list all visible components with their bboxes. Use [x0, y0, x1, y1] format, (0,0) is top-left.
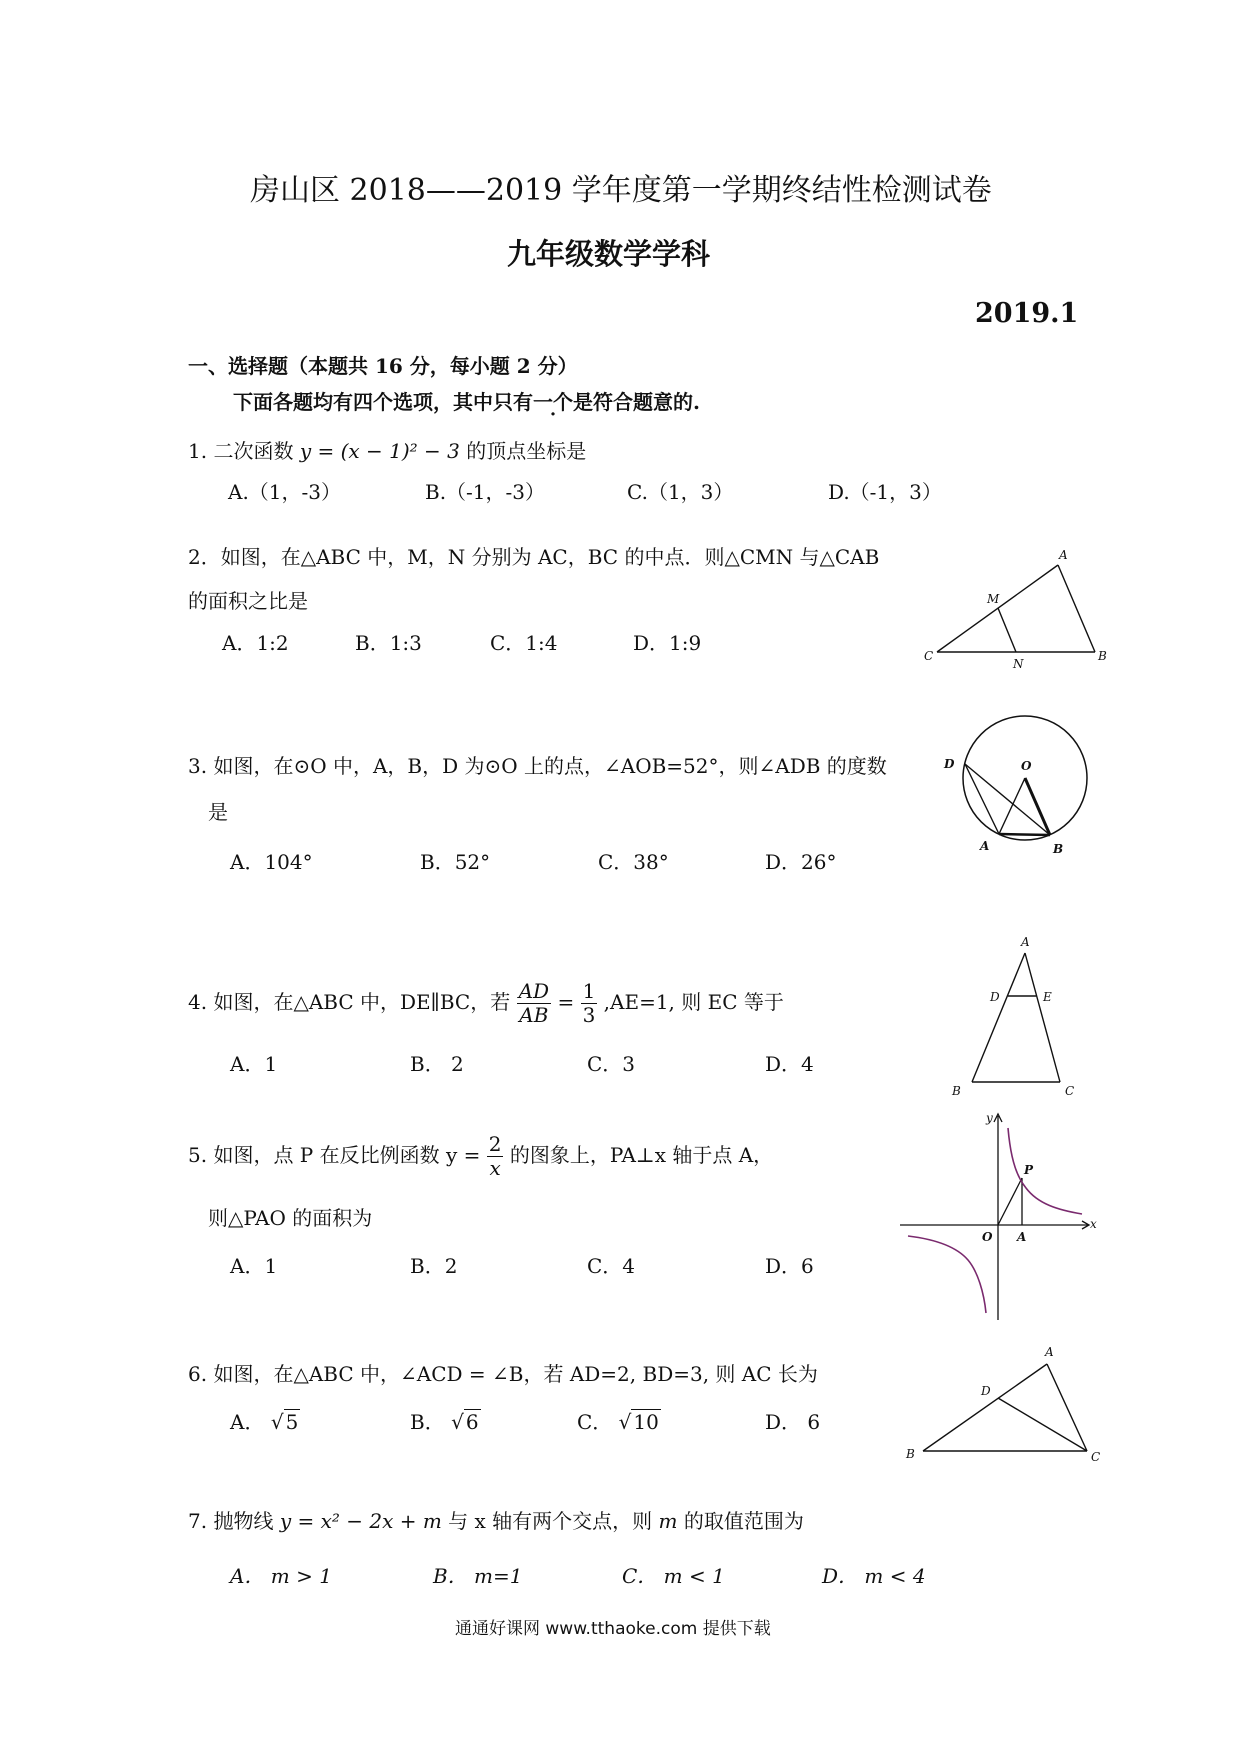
q4-frac2-den: 3	[582, 1003, 596, 1027]
q3-radius-oa	[999, 778, 1025, 834]
instruction-pre: 下面各题均有四个选项，其中只有	[233, 390, 533, 414]
q5-label-x: x	[1090, 1217, 1097, 1231]
q5-curve-q3	[908, 1236, 986, 1313]
q5-stem-a: 5. 如图，点 P 在反比例函数 y =	[188, 1143, 481, 1167]
q4-figure	[945, 933, 1095, 1103]
q4-side-ac	[1025, 953, 1060, 1082]
q2-figure	[920, 545, 1120, 670]
q1-option-c: C.（1，3）	[627, 480, 734, 504]
q6-label-a: A	[1045, 1345, 1054, 1359]
q5-option-a: A．1	[230, 1254, 278, 1278]
q6-label-c: C	[1091, 1450, 1101, 1464]
q7-stem-b: 与 x 轴有两个交点，则	[448, 1509, 653, 1533]
q1-option-b: B.（-1，-3）	[425, 480, 546, 504]
q6-option-c-radicand: 10	[633, 1410, 659, 1434]
q5-label-o: O	[982, 1230, 993, 1244]
q6-option-c	[577, 1406, 661, 1435]
q2-stem-line1: 2．如图，在△ABC 中，M，N 分别为 AC，BC 的中点．则△CMN 与△CAB	[188, 545, 880, 569]
q5-segment-op	[998, 1178, 1022, 1225]
q5-stem-line2: 则△PAO 的面积为	[208, 1206, 373, 1230]
q4-frac-num: AD	[518, 979, 550, 1003]
q4-side-ab	[972, 953, 1025, 1082]
q1-option-a: A.（1，-3）	[228, 480, 342, 504]
q5-option-b: B．2	[410, 1254, 458, 1278]
q7-stem	[188, 1505, 804, 1534]
exam-subtitle: 九年级数学学科	[507, 237, 711, 271]
q6-option-a-sqrt: √ 5	[270, 1410, 299, 1434]
section-heading: 一、选择题（本题共 16 分，每小题 2 分）	[188, 354, 578, 378]
q3-label-o: O	[1021, 759, 1032, 773]
q6-side-ac	[1047, 1364, 1087, 1451]
q2-option-c: C．1:4	[490, 631, 558, 655]
q6-option-a-prefix: A．	[230, 1410, 265, 1434]
q6-option-a-radicand: 5	[285, 1410, 299, 1434]
q2-label-a: A	[1059, 548, 1068, 562]
q1-option-d: D.（-1，3）	[828, 480, 942, 504]
q7-option-a: A． m > 1	[230, 1564, 332, 1588]
q4-option-d: D．4	[765, 1052, 814, 1076]
q6-label-b: B	[906, 1447, 915, 1461]
q4-option-a: A．1	[230, 1052, 278, 1076]
q4-stem-b: ,AE=1, 则 EC 等于	[603, 990, 784, 1014]
instruction-emphasis: 一个	[533, 390, 573, 414]
q7-formula: y = x² − 2x + m	[279, 1509, 442, 1533]
q2-stem-line2: 的面积之比是	[188, 589, 308, 613]
q4-frac2-num: 1	[582, 979, 596, 1003]
q2-label-n: N	[1013, 657, 1024, 670]
q3-label-b: B	[1053, 842, 1064, 856]
q2-option-a: A．1:2	[222, 631, 289, 655]
q2-label-m: M	[987, 592, 1000, 606]
q3-option-a: A．104°	[230, 850, 313, 874]
q4-label-a: A	[1021, 935, 1030, 949]
q4-frac-eq: =	[557, 990, 575, 1014]
q7-stem-a: 7. 抛物线	[188, 1509, 274, 1533]
q2-side-ab	[1058, 565, 1095, 652]
q4-label-e: E	[1043, 990, 1052, 1004]
q6-figure	[900, 1340, 1110, 1475]
q2-option-b: B．1:3	[355, 631, 422, 655]
q1-formula: y = (x − 1)² − 3	[299, 439, 460, 463]
q7-option-d: D． m < 4	[822, 1564, 926, 1588]
q6-option-d-prefix: D．	[765, 1410, 802, 1434]
q4-fraction-ad-ab	[517, 980, 551, 1027]
q4-stem-a: 4. 如图，在△ABC 中，DE∥BC，若	[188, 990, 511, 1014]
q5-option-d: D．6	[765, 1254, 814, 1278]
q6-label-d: D	[981, 1384, 991, 1398]
q3-label-d: D	[944, 757, 955, 771]
exam-title: 房山区 2018——2019 学年度第一学期终结性检测试卷	[250, 173, 992, 208]
q3-label-a: A	[980, 839, 990, 853]
q3-stem-line2: 是	[208, 800, 228, 824]
q4-frac-den: AB	[519, 1003, 549, 1027]
q5-label-a: A	[1017, 1230, 1027, 1244]
q6-option-a	[230, 1406, 300, 1435]
q5-frac-den: x	[489, 1156, 501, 1180]
q4-stem	[188, 980, 784, 1027]
q3-option-c: C．38°	[598, 850, 669, 874]
q6-side-ba	[923, 1364, 1047, 1451]
q3-option-d: D．26°	[765, 850, 837, 874]
q6-option-c-prefix: C．	[577, 1410, 613, 1434]
q3-chord-db	[965, 764, 1050, 835]
q2-label-b: B	[1098, 649, 1107, 663]
q4-label-d: D	[990, 990, 1000, 1004]
q5-stem	[188, 1133, 773, 1180]
q1-stem-a: 1. 二次函数	[188, 439, 294, 463]
q2-option-d: D．1:9	[633, 631, 702, 655]
q6-option-c-sqrt: √ 10	[618, 1410, 659, 1434]
q6-option-b-radicand: 6	[465, 1410, 479, 1434]
q3-figure	[935, 708, 1095, 858]
footer-source: 通通好课网 www.tthaoke.com 提供下载	[455, 1619, 771, 1639]
q6-segment-dc	[998, 1398, 1087, 1451]
q7-stem-m: m	[658, 1509, 678, 1533]
q3-option-b: B．52°	[420, 850, 491, 874]
q4-fraction-one-third	[581, 980, 598, 1027]
q3-stem-line1: 3. 如图，在⊙O 中，A，B，D 为⊙O 上的点，∠AOB=52°，则∠ADB 的度数	[188, 754, 887, 778]
q7-option-b: B． m=1	[433, 1564, 523, 1588]
q6-option-b-prefix: B．	[410, 1410, 445, 1434]
q2-segment-mn	[998, 608, 1016, 652]
q1-stem-b: 的顶点坐标是	[466, 439, 587, 463]
q2-label-c: C	[924, 649, 934, 663]
q6-option-d-value: 6	[807, 1410, 821, 1434]
exam-date: 2019.1	[975, 298, 1079, 329]
q5-option-c: C．4	[587, 1254, 636, 1278]
section-instruction	[233, 386, 700, 415]
q7-option-c: C． m < 1	[622, 1564, 725, 1588]
q5-label-y: y	[986, 1111, 993, 1125]
q5-fraction	[487, 1133, 504, 1180]
q1-stem	[188, 435, 586, 464]
q5-label-p: P	[1024, 1163, 1034, 1177]
instruction-post: 是符合题意的.	[573, 390, 700, 414]
q4-label-c: C	[1065, 1084, 1075, 1098]
q4-option-c: C．3	[587, 1052, 636, 1076]
q5-stem-b: 的图象上，PA⊥x 轴于点 A，	[509, 1143, 774, 1167]
q7-stem-c: 的取值范围为	[683, 1509, 804, 1533]
q6-option-b	[410, 1406, 481, 1435]
q5-frac-num: 2	[488, 1132, 502, 1156]
q3-chord-ab	[999, 834, 1050, 835]
q5-curve-q1	[1008, 1128, 1082, 1214]
q5-figure	[898, 1108, 1098, 1328]
q4-label-b: B	[952, 1084, 961, 1098]
q3-radius-ob	[1025, 778, 1050, 835]
q6-option-b-sqrt: √ 6	[451, 1410, 479, 1434]
q6-option-d	[765, 1406, 820, 1435]
q6-stem: 6. 如图，在△ABC 中，∠ACD = ∠B，若 AD=2, BD=3, 则 AC 长为	[188, 1362, 818, 1386]
q4-option-b: B． 2	[410, 1052, 464, 1076]
